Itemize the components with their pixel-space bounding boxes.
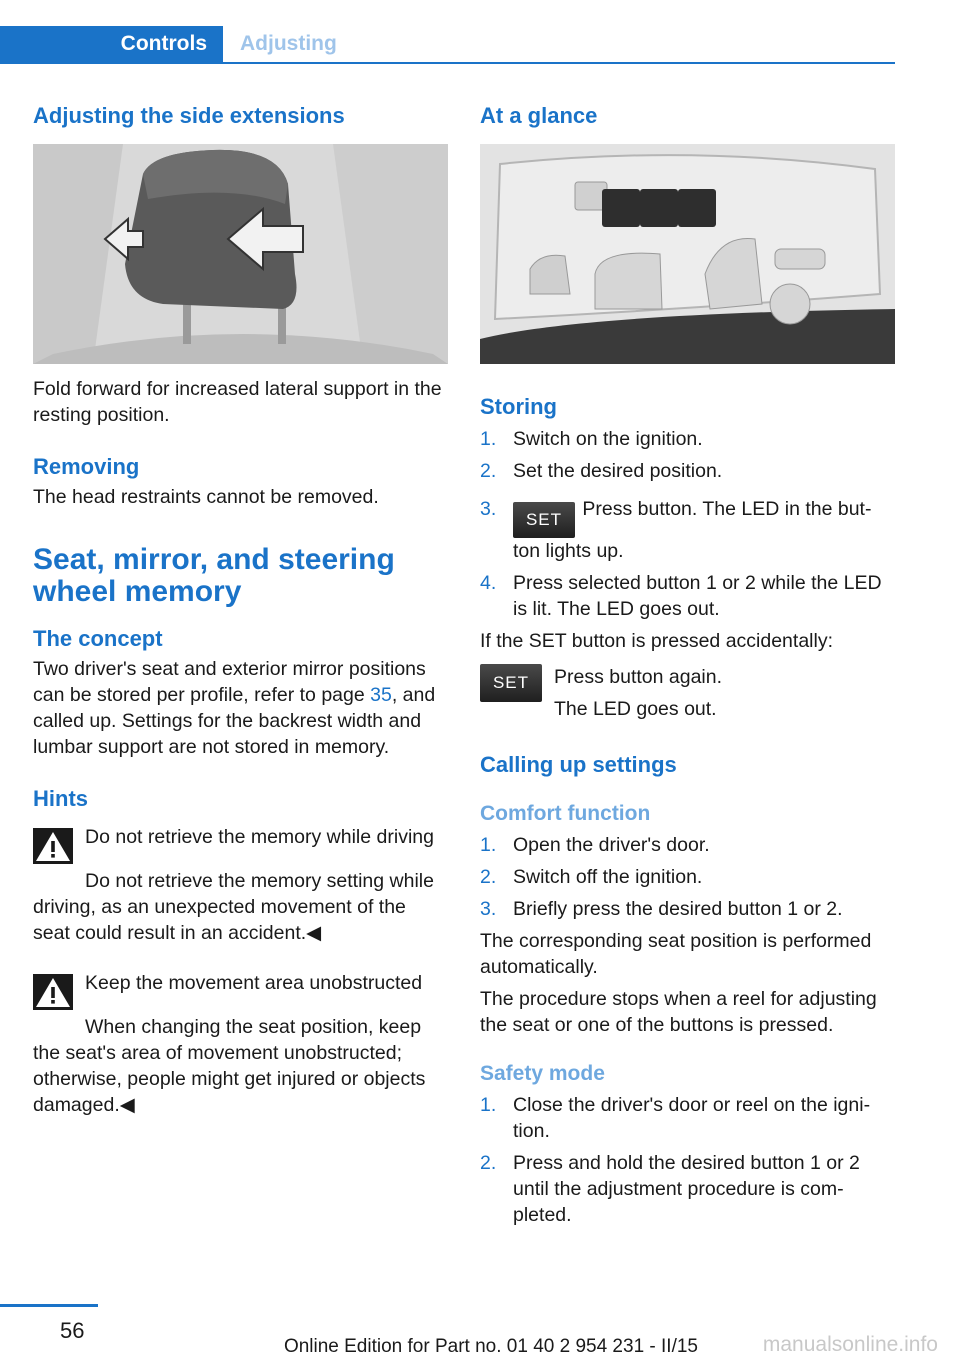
step-text: Press selected button 1 or 2 while the LED is lit. The LED goes out. <box>513 572 882 620</box>
warning-memory-text: Do not retrieve the memory setting while driving, as an unexpected movement of the seat could result in an accident.◀ <box>33 870 434 944</box>
list-item <box>480 570 895 622</box>
step-text <box>513 496 895 564</box>
accident-text: If the SET button is pressed accidentally: <box>480 630 833 652</box>
press-again-text: Press button again. <box>554 666 723 688</box>
seat-controls-illustration <box>480 144 895 364</box>
comfort-text-2: The procedure stops when a reel for adjusting the seat or one of the buttons is pressed. <box>480 988 877 1036</box>
step-text: Switch on the ignition. <box>513 428 703 450</box>
step-3-text: Press button. The LED in the but‐ton lights up. <box>513 498 872 562</box>
list-item <box>480 896 895 922</box>
tab-controls[interactable]: Controls <box>0 26 223 62</box>
left-column <box>33 96 448 1118</box>
warning-movement-title: Keep the movement area unobstructed <box>85 972 423 994</box>
footer-rule <box>0 1304 98 1307</box>
step-number: 1. <box>480 428 497 450</box>
removing-heading: Removing <box>33 454 140 479</box>
warning-movement <box>33 968 448 1010</box>
storing-heading: Storing <box>480 394 557 419</box>
list-item <box>480 832 895 858</box>
list-item <box>480 426 895 452</box>
set-button-icon: SET <box>480 664 542 702</box>
step-text: Set the desired position. <box>513 460 723 482</box>
comfort-text-1: The corresponding seat position is performed automatically. <box>480 930 872 978</box>
step-number: 3. <box>480 498 497 520</box>
warning-movement-text: When changing the seat position, keep the seat's area of movement unobstructed; otherwise, people might get injured or objects damaged.◀ <box>33 1016 426 1116</box>
list-item <box>480 458 895 484</box>
set-again-block <box>480 664 895 722</box>
step-number: 1. <box>480 1094 497 1116</box>
warning-movement-body <box>85 968 422 996</box>
page-number: 56 <box>60 1318 85 1343</box>
comfort-function-heading: Comfort function <box>480 802 651 825</box>
tab-adjusting[interactable]: Adjusting <box>240 32 337 55</box>
step-number: 2. <box>480 460 497 482</box>
removing-text: The head restraints cannot be removed. <box>33 486 379 508</box>
step-text: Briefly press the desired button 1 or 2. <box>513 898 843 920</box>
edition-text: Online Edition for Part no. 01 40 2 954 231 - II/15 <box>283 1336 698 1357</box>
concept-heading: The concept <box>33 626 163 651</box>
list-item <box>480 1150 895 1228</box>
warning-memory-title: Do not retrieve the memory while driving <box>85 826 434 848</box>
step-number: 2. <box>480 866 497 888</box>
warning-memory-body <box>85 822 434 850</box>
warning-triangle-icon <box>33 828 73 864</box>
list-item <box>480 1092 895 1144</box>
fold-text: Fold forward for increased lateral support in the resting position. <box>33 378 442 426</box>
step-text: Open the driver's door. <box>513 834 710 856</box>
led-out-text: The LED goes out. <box>554 698 717 720</box>
calling-up-heading: Calling up settings <box>480 752 677 777</box>
watermark: manualsonline.info <box>762 1333 938 1356</box>
step-text: Close the driver's door or reel on the igni‐tion. <box>513 1094 871 1142</box>
page-35-link[interactable]: 35 <box>370 684 392 706</box>
headrest-illustration <box>33 144 448 364</box>
concept-paragraph <box>33 656 448 760</box>
comfort-steps <box>480 832 895 922</box>
headrest-image <box>33 144 448 364</box>
side-extensions-heading: Adjusting the side extensions <box>33 103 345 128</box>
list-item <box>480 496 895 564</box>
step-number: 2. <box>480 1152 497 1174</box>
concept-text-b: , and called up. Settings for the backrest width and lumbar support are not stored in memory. <box>33 684 436 758</box>
step-number: 1. <box>480 834 497 856</box>
list-item <box>480 864 895 890</box>
storing-steps <box>480 426 895 622</box>
step-number: 4. <box>480 572 497 594</box>
concept-text-a: Two driver's seat and exterior mirror positions can be stored per profile, refer to page <box>33 658 426 706</box>
set-button-icon: SET <box>513 502 575 538</box>
hints-heading: Hints <box>33 786 88 811</box>
warning-triangle-icon <box>33 974 73 1010</box>
warning-memory <box>33 822 448 864</box>
step-number: 3. <box>480 898 497 920</box>
safety-mode-heading: Safety mode <box>480 1062 605 1085</box>
set-again-text <box>554 664 722 722</box>
header-bar <box>0 26 895 64</box>
step-text: Switch off the ignition. <box>513 866 703 888</box>
safety-steps <box>480 1092 895 1228</box>
at-a-glance-heading: At a glance <box>480 103 598 128</box>
memory-heading: Seat, mirror, and steering wheel memory <box>33 543 395 608</box>
right-column <box>480 96 895 1234</box>
step-text: Press and hold the desired button 1 or 2 until the adjustment procedure is com‐pleted. <box>513 1152 860 1226</box>
seat-memory-panel-image <box>480 144 895 364</box>
